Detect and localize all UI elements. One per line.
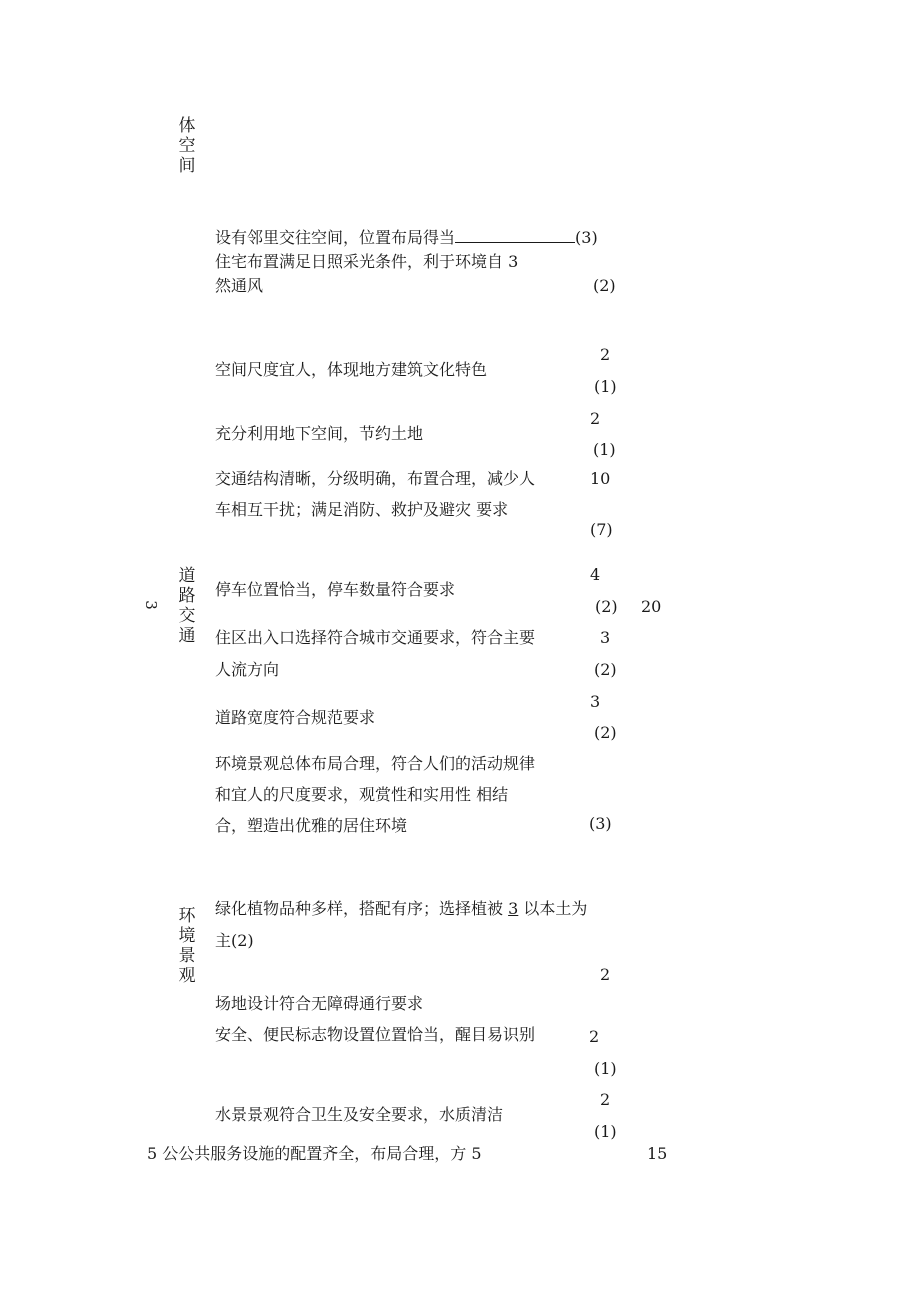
category-number-road: 3 [141, 600, 160, 610]
criterion-text-part: 住宅布置满足日照采光条件，利于环境自 [215, 252, 504, 271]
score: (1) [593, 440, 616, 459]
criterion-text [215, 252, 518, 272]
points: 2 [600, 345, 611, 364]
criterion-text: 主(2) [215, 931, 254, 950]
category-char: 空 [178, 136, 196, 156]
score: (7) [590, 520, 613, 539]
category-total: 15 [647, 1144, 668, 1163]
criterion-text-part: 以本土为 [523, 899, 588, 918]
score: (1) [594, 1059, 617, 1078]
criterion-text: 住区出入口选择符合城市交通要求，符合主要 [215, 628, 536, 647]
category-label-space [177, 116, 197, 176]
score: (2) [594, 660, 617, 679]
criterion-text-part: 设有邻里交往空间，位置布局得当 [215, 228, 456, 247]
score: (1) [594, 1122, 617, 1141]
points: 2 [590, 409, 601, 428]
criterion-text: 充分利用地下空间，节约土地 [215, 424, 424, 443]
criterion-text: 安全、便民标志物设置位置恰当，醒目易识别 [215, 1025, 536, 1044]
score: (2) [595, 597, 618, 616]
category-char: 境 [178, 926, 196, 946]
points: 2 [600, 1090, 611, 1109]
criterion-text: 人流方向 [215, 660, 280, 679]
category-label-road [177, 566, 197, 646]
points: 2 [589, 1027, 600, 1046]
category-char: 观 [178, 966, 196, 986]
criterion-text [215, 899, 587, 919]
score: (3) [589, 814, 612, 833]
criterion-text: 场地设计符合无障碍通行要求 [215, 994, 424, 1013]
criterion-text: 合，塑造出优雅的居住环境 [215, 816, 408, 835]
criterion-text: 和宜人的尺度要求，观赏性和实用性 相结 [215, 785, 509, 804]
criterion-text: 道路宽度符合规范要求 [215, 708, 376, 727]
criterion-text: 交通结构清晰，分级明确，布置合理，减少人 [215, 469, 536, 488]
points: 3 [600, 628, 611, 647]
category-char: 间 [178, 156, 196, 176]
points: 2 [600, 965, 611, 984]
points: 3 [508, 899, 519, 918]
category-char: 体 [178, 116, 196, 136]
score: (2) [593, 276, 616, 295]
category-char: 路 [178, 586, 196, 606]
category-char: 环 [178, 906, 196, 926]
blank-underline [455, 228, 575, 243]
points: 3 [590, 692, 601, 711]
criterion-text: 空间尺度宜人，体现地方建筑文化特色 [215, 360, 488, 379]
points: 4 [590, 565, 601, 584]
category-char: 道 [178, 566, 196, 586]
points: 10 [590, 469, 611, 488]
category-char: 交 [178, 606, 196, 626]
criterion-text: 水景景观符合卫生及安全要求，水质清洁 [215, 1105, 504, 1124]
criterion-text: 车相互干扰；满足消防、救护及避灾 要求 [215, 500, 509, 519]
category-char: 景 [178, 946, 196, 966]
points: 3 [508, 252, 519, 271]
criterion-text: 环境景观总体布局合理，符合人们的活动规律 [215, 754, 536, 773]
criterion-text: 停车位置恰当，停车数量符合要求 [215, 580, 456, 599]
criterion-text-part: 绿化植物品种多样，搭配有序；选择植被 [215, 899, 504, 918]
category-label-landscape [177, 906, 197, 986]
criterion-text: 然通风 [215, 276, 264, 295]
criterion-text: 5 公公共服务设施的配置齐全，布局合理，方 5 [147, 1144, 482, 1163]
criterion-text [215, 228, 598, 248]
score: (3) [575, 228, 598, 247]
score: (2) [594, 723, 617, 742]
score: (1) [594, 377, 617, 396]
category-total: 20 [641, 597, 662, 616]
category-char: 通 [178, 626, 196, 646]
